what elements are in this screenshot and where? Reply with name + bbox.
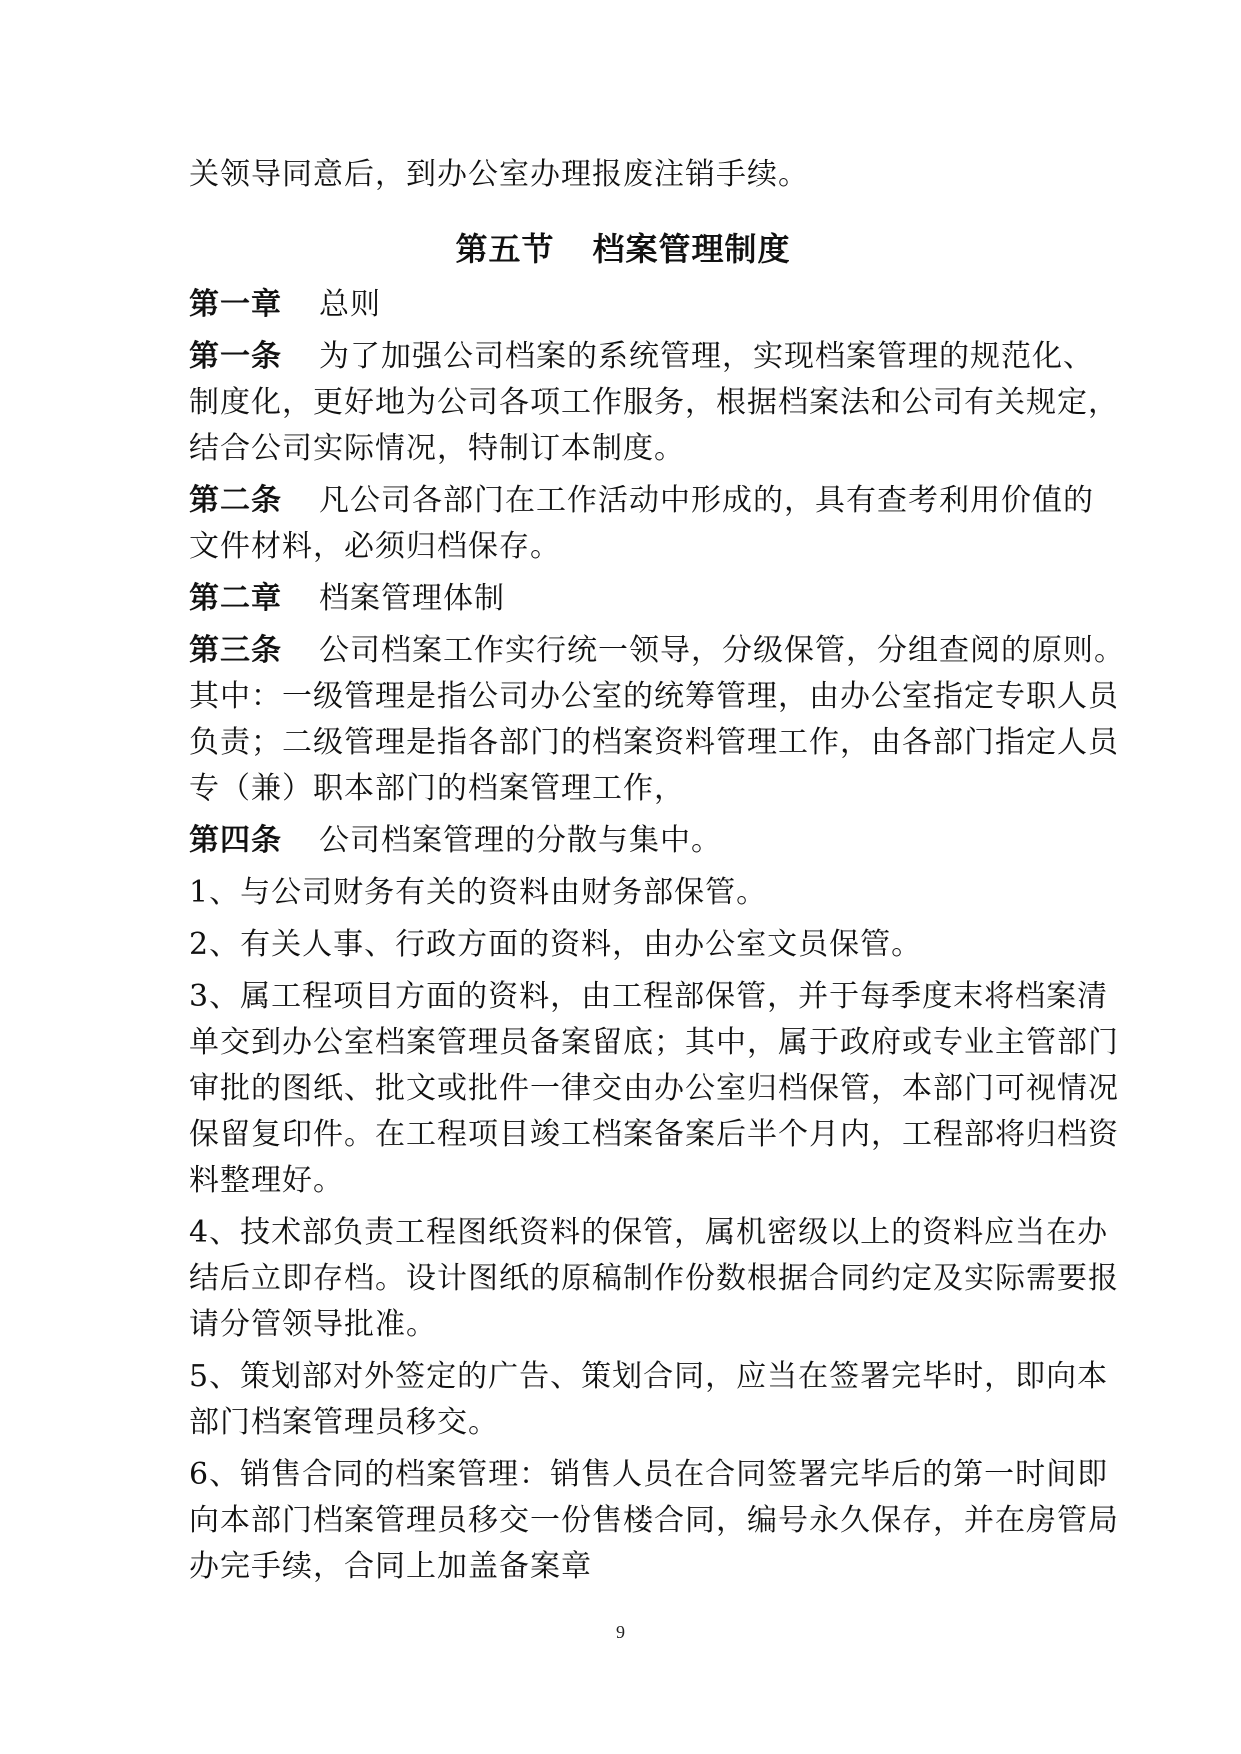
chapter-1-title: 总则 xyxy=(319,287,381,322)
chapter-1-label: 第一章 xyxy=(189,287,282,322)
list-item xyxy=(189,974,1119,1204)
article-3-line: 专（兼）职本部门的档案管理工作， xyxy=(189,771,685,806)
list-item xyxy=(189,1210,1119,1348)
list-item-line: 单交到办公室档案管理员备案留底；其中，属于政府或专业主管部门 xyxy=(189,1025,1119,1060)
section-number: 第五节 xyxy=(455,230,555,268)
list-item-line: 4、技术部负责工程图纸资料的保管，属机密级以上的资料应当在办 xyxy=(189,1215,1109,1250)
document-page xyxy=(189,152,1125,1596)
list-item xyxy=(189,1452,1119,1590)
list-item-line: 结后立即存档。设计图纸的原稿制作份数根据合同约定及实际需要报 xyxy=(189,1261,1119,1296)
chapter-2-title: 档案管理体制 xyxy=(319,581,505,616)
list-item-line: 审批的图纸、批文或批件一律交由办公室归档保管，本部门可视情况 xyxy=(189,1071,1119,1106)
article-1-line: 为了加强公司档案的系统管理，实现档案管理的规范化、 xyxy=(319,339,1094,374)
article-3-line: 负责；二级管理是指各部门的档案资料管理工作，由各部门指定人员 xyxy=(189,725,1119,760)
chapter-2-label: 第二章 xyxy=(189,581,282,616)
list-item-line: 5、策划部对外签定的广告、策划合同，应当在签署完毕时，即向本 xyxy=(189,1359,1109,1394)
list-item-line: 1、与公司财务有关的资料由财务部保管。 xyxy=(189,875,768,910)
article-1-line: 制度化，更好地为公司各项工作服务，根据档案法和公司有关规定， xyxy=(189,385,1119,420)
section-title: 档案管理制度 xyxy=(592,230,791,268)
chapter-1-heading xyxy=(189,282,1057,328)
list-item-line: 请分管领导批准。 xyxy=(189,1307,437,1342)
article-4-label: 第四条 xyxy=(189,823,282,858)
list-item xyxy=(189,922,1057,968)
article-1 xyxy=(189,334,1119,472)
page-number: 9 xyxy=(616,1622,625,1642)
list-item-line: 部门档案管理员移交。 xyxy=(189,1405,499,1440)
lead-paragraph: 关领导同意后，到办公室办理报废注销手续。 xyxy=(189,157,809,192)
list-item xyxy=(189,870,1057,916)
article-1-line: 结合公司实际情况，特制订本制度。 xyxy=(189,431,685,466)
article-1-label: 第一条 xyxy=(189,339,282,374)
list-item-line: 2、有关人事、行政方面的资料，由办公室文员保管。 xyxy=(189,927,923,962)
article-4 xyxy=(189,818,1057,864)
chapter-2-heading xyxy=(189,576,1057,622)
list-item-line: 保留复印件。在工程项目竣工档案备案后半个月内，工程部将归档资 xyxy=(189,1117,1119,1152)
article-3-label: 第三条 xyxy=(189,633,282,668)
list-item-line: 6、销售合同的档案管理：销售人员在合同签署完毕后的第一时间即 xyxy=(189,1457,1109,1492)
article-2-label: 第二条 xyxy=(189,483,282,518)
list-item-line: 料整理好。 xyxy=(189,1163,344,1198)
article-4-line: 公司档案管理的分散与集中。 xyxy=(319,823,722,858)
list-item-line: 3、属工程项目方面的资料，由工程部保管，并于每季度末将档案清 xyxy=(189,979,1109,1014)
section-heading xyxy=(189,226,1057,272)
article-2-line: 凡公司各部门在工作活动中形成的，具有查考利用价值的 xyxy=(319,483,1094,518)
article-3-line: 公司档案工作实行统一领导，分级保管，分组查阅的原则。 xyxy=(319,633,1125,668)
article-3 xyxy=(189,628,1125,812)
list-item xyxy=(189,1354,1109,1446)
article-2-line: 文件材料，必须归档保存。 xyxy=(189,529,561,564)
article-2 xyxy=(189,478,1094,570)
list-item-line: 向本部门档案管理员移交一份售楼合同，编号永久保存，并在房管局 xyxy=(189,1503,1119,1538)
article-3-line: 其中：一级管理是指公司办公室的统筹管理，由办公室指定专职人员 xyxy=(189,679,1119,714)
list-item-line: 办完手续，合同上加盖备案章 xyxy=(189,1549,592,1584)
